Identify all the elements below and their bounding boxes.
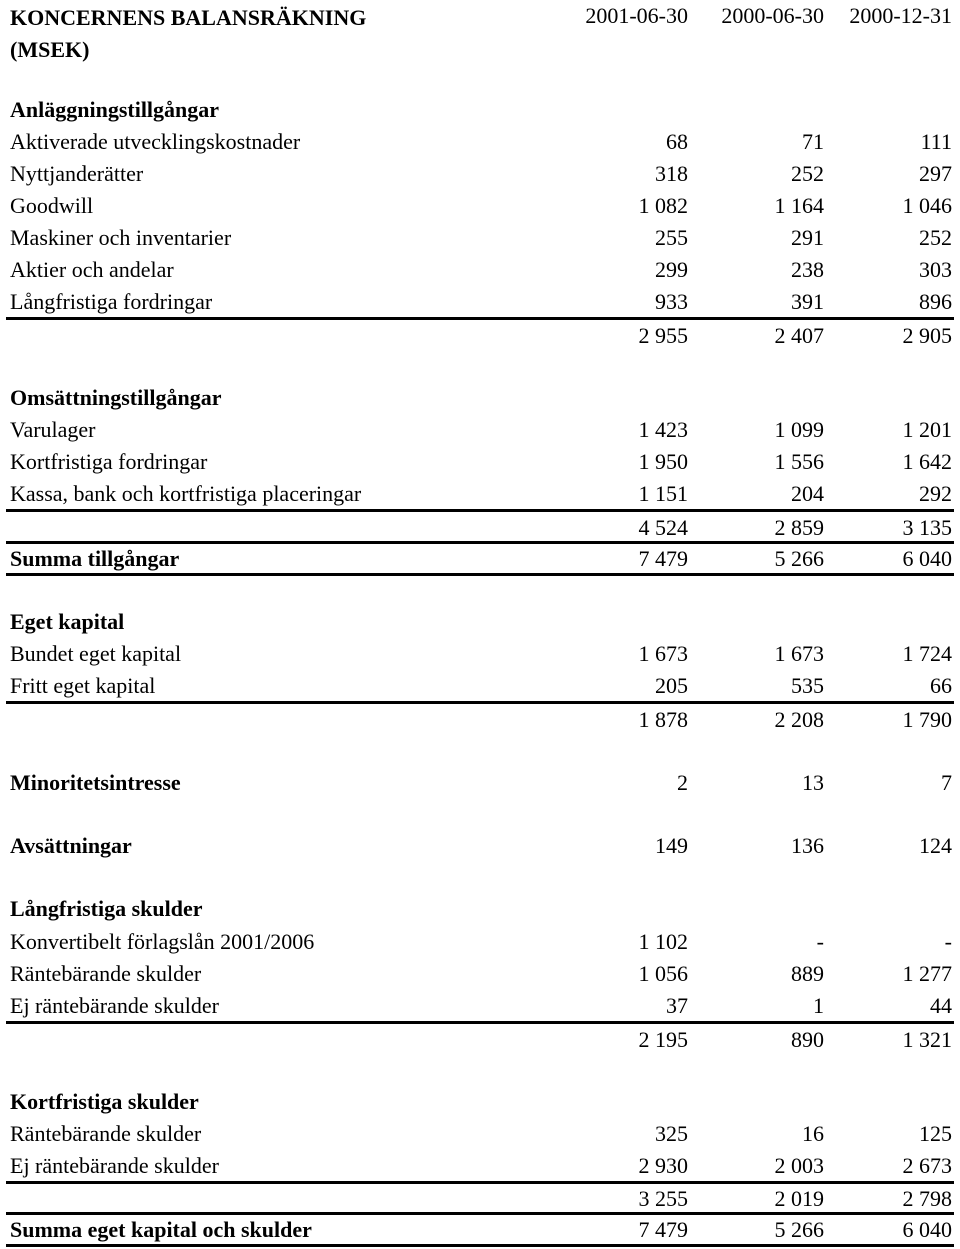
value-2001-06-30: 299 [655, 257, 688, 282]
value-2000-06-30: 391 [791, 289, 824, 314]
value-2001-06-30: 2 [677, 770, 688, 795]
value-2000-12-31: 2 798 [902, 1186, 952, 1211]
row-label: Omsättningstillgångar [10, 385, 222, 410]
value-2001-06-30: 1 423 [638, 417, 688, 442]
section-heading-omsattningstillgangar [0, 382, 960, 414]
section-heading-langfristiga-skulder [0, 893, 960, 925]
row-label: Ej räntebärande skulder [10, 993, 219, 1018]
value-2000-06-30: 1 [813, 993, 824, 1018]
value-2001-06-30: 255 [655, 225, 688, 250]
value-2000-12-31: 252 [919, 225, 952, 250]
value-2000-06-30: 535 [791, 673, 824, 698]
total-row [0, 1214, 960, 1246]
value-2000-06-30: 1 556 [774, 449, 824, 474]
value-2000-06-30: 1 099 [774, 417, 824, 442]
value-2001-06-30: 933 [655, 289, 688, 314]
row-label: Maskiner och inventarier [10, 225, 232, 250]
value-2000-12-31: 1 724 [902, 641, 952, 666]
minority-interest-row [0, 767, 960, 799]
row-label: Avsättningar [10, 833, 132, 858]
subtotal-row [0, 512, 960, 544]
total-row [0, 543, 960, 575]
value-2000-06-30: 1 164 [774, 193, 824, 218]
row-label: Fritt eget kapital [10, 673, 156, 698]
value-2001-06-30: 4 524 [638, 515, 688, 540]
section-heading-eget-kapital [0, 606, 960, 638]
row-label: Goodwill [10, 193, 94, 218]
value-2000-12-31: 896 [919, 289, 952, 314]
value-2001-06-30: 1 673 [638, 641, 688, 666]
value-2000-12-31: 66 [930, 673, 952, 698]
value-2000-12-31: 2 673 [902, 1153, 952, 1178]
value-2000-12-31: 1 046 [902, 193, 952, 218]
value-2000-06-30: 5 266 [774, 546, 824, 571]
column-header-2001-06-30: 2001-06-30 [585, 3, 688, 28]
table-header [0, 0, 960, 64]
total-rule [6, 573, 954, 576]
value-2000-12-31: 7 [941, 770, 952, 795]
value-2000-06-30: 252 [791, 161, 824, 186]
title-line-1: KONCERNENS BALANSRÄKNING [10, 5, 367, 30]
row-label: Ej räntebärande skulder [10, 1153, 219, 1178]
row-label: Aktier och andelar [10, 257, 174, 282]
value-2001-06-30: 7 479 [638, 546, 688, 571]
value-2000-06-30: 2 208 [774, 707, 824, 732]
table-row [0, 126, 960, 158]
value-2001-06-30: 2 955 [638, 323, 688, 348]
value-2001-06-30: 1 056 [638, 961, 688, 986]
value-2000-12-31: 1 277 [902, 961, 952, 986]
value-2000-06-30: 238 [791, 257, 824, 282]
value-2000-12-31: 44 [930, 993, 952, 1018]
row-label: Varulager [10, 417, 96, 442]
subtotal-row [0, 1183, 960, 1215]
value-2000-12-31: 124 [919, 833, 952, 858]
row-label: Långfristiga fordringar [10, 289, 213, 314]
subtotal-row [0, 704, 960, 736]
value-2001-06-30: 325 [655, 1121, 688, 1146]
value-2000-12-31: - [944, 929, 952, 954]
table-row [0, 638, 960, 670]
subtotal-row [0, 320, 960, 352]
table-row [0, 1150, 960, 1182]
row-label: Kortfristiga fordringar [10, 449, 208, 474]
value-2000-06-30: 2 859 [774, 515, 824, 540]
table-row [0, 1118, 960, 1150]
row-label: Bundet eget kapital [10, 641, 182, 666]
value-2001-06-30: 3 255 [638, 1186, 688, 1211]
value-2000-12-31: 6 040 [902, 546, 952, 571]
value-2001-06-30: 37 [666, 993, 688, 1018]
table-row [0, 222, 960, 254]
value-2000-12-31: 3 135 [902, 515, 952, 540]
row-label: Långfristiga skulder [10, 896, 203, 921]
value-2000-06-30: - [816, 929, 824, 954]
column-header-2000-12-31: 2000-12-31 [849, 3, 952, 28]
value-2001-06-30: 7 479 [638, 1217, 688, 1242]
section-heading-kortfristiga-skulder [0, 1086, 960, 1118]
value-2000-12-31: 6 040 [902, 1217, 952, 1242]
row-label: Anläggningstillgångar [10, 97, 220, 122]
value-2000-06-30: 16 [802, 1121, 824, 1146]
value-2000-12-31: 292 [919, 481, 952, 506]
value-2000-12-31: 303 [919, 257, 952, 282]
value-2000-12-31: 111 [920, 129, 952, 154]
value-2001-06-30: 205 [655, 673, 688, 698]
value-2000-12-31: 1 642 [902, 449, 952, 474]
row-label: Räntebärande skulder [10, 961, 202, 986]
value-2001-06-30: 149 [655, 833, 688, 858]
table-row [0, 446, 960, 478]
value-2000-12-31: 125 [919, 1121, 952, 1146]
value-2000-06-30: 136 [791, 833, 824, 858]
value-2001-06-30: 1 151 [638, 481, 688, 506]
table-row [0, 990, 960, 1022]
value-2001-06-30: 1 878 [638, 707, 688, 732]
value-2000-06-30: 889 [791, 961, 824, 986]
column-header-2000-06-30: 2000-06-30 [721, 3, 824, 28]
value-2000-06-30: 291 [791, 225, 824, 250]
subtotal-row [0, 1024, 960, 1056]
value-2000-06-30: 13 [802, 770, 824, 795]
row-label: Summa tillgångar [10, 546, 180, 571]
value-2000-06-30: 890 [791, 1027, 824, 1052]
table-row [0, 926, 960, 958]
title-line-2: (MSEK) [10, 37, 90, 62]
row-label: Konvertibelt förlagslån 2001/2006 [10, 929, 315, 954]
row-label: Eget kapital [10, 609, 125, 634]
value-2000-12-31: 2 905 [902, 323, 952, 348]
row-label: Nyttjanderätter [10, 161, 144, 186]
value-2000-06-30: 71 [802, 129, 824, 154]
value-2000-06-30: 2 407 [774, 323, 824, 348]
table-row [0, 190, 960, 222]
row-label: Minoritetsintresse [10, 770, 181, 795]
table-title [10, 2, 366, 66]
value-2001-06-30: 1 950 [638, 449, 688, 474]
table-row [0, 254, 960, 286]
row-label: Kortfristiga skulder [10, 1089, 199, 1114]
value-2000-12-31: 297 [919, 161, 952, 186]
table-row [0, 414, 960, 446]
value-2000-06-30: 2 003 [774, 1153, 824, 1178]
total-rule [6, 1244, 954, 1247]
value-2000-12-31: 1 321 [902, 1027, 952, 1052]
table-row [0, 158, 960, 190]
value-2001-06-30: 1 102 [638, 929, 688, 954]
value-2001-06-30: 68 [666, 129, 688, 154]
value-2001-06-30: 1 082 [638, 193, 688, 218]
value-2001-06-30: 318 [655, 161, 688, 186]
value-2000-06-30: 204 [791, 481, 824, 506]
table-row [0, 478, 960, 510]
value-2001-06-30: 2 195 [638, 1027, 688, 1052]
value-2000-12-31: 1 201 [902, 417, 952, 442]
row-label: Summa eget kapital och skulder [10, 1217, 312, 1242]
row-label: Räntebärande skulder [10, 1121, 202, 1146]
value-2000-12-31: 1 790 [902, 707, 952, 732]
value-2000-06-30: 1 673 [774, 641, 824, 666]
section-heading-anlaggningstillgangar [0, 94, 960, 126]
table-row [0, 670, 960, 702]
provisions-row [0, 830, 960, 862]
value-2000-06-30: 2 019 [774, 1186, 824, 1211]
value-2000-06-30: 5 266 [774, 1217, 824, 1242]
row-label: Aktiverade utvecklingskostnader [10, 129, 301, 154]
row-label: Kassa, bank och kortfristiga placeringar [10, 481, 362, 506]
table-row [0, 286, 960, 318]
table-row [0, 958, 960, 990]
value-2001-06-30: 2 930 [638, 1153, 688, 1178]
